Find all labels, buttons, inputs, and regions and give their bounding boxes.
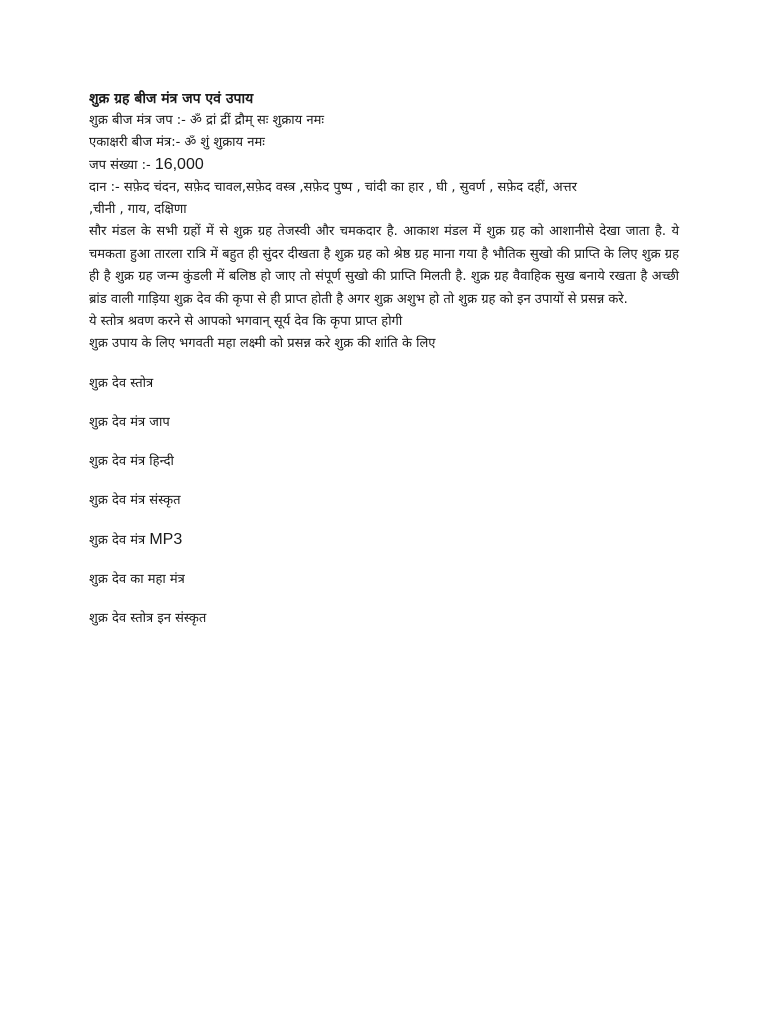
link-shukra-dev-mantra-jaap[interactable] bbox=[89, 413, 679, 433]
jap-count-line bbox=[89, 154, 679, 177]
ekakshari-mantra-line: एकाक्षरी बीज मंत्र:- ॐ शुं शुक्राय नमः bbox=[89, 135, 265, 150]
link-shukra-dev-mantra-sanskrit[interactable] bbox=[89, 491, 679, 511]
link-text: शुक्र देव मंत्र संस्कृत bbox=[89, 493, 181, 508]
upay-line: शुक्र उपाय के लिए भगवती महा लक्ष्मी को प्रसन्न करे शुक्र की शांति के लिए bbox=[89, 336, 436, 351]
stotra-benefit-line: ये स्तोत्र श्रवण करने से आपको भगवान् सूर्य देव कि कृपा प्राप्त होगी bbox=[89, 314, 403, 329]
related-links-list bbox=[89, 374, 679, 629]
link-text: शुक्र देव का महा मंत्र bbox=[89, 572, 185, 587]
link-text: शुक्र देव स्तोत्र इन संस्कृत bbox=[89, 611, 207, 626]
jap-count-value: 16,000 bbox=[154, 156, 204, 173]
link-shukra-dev-mantra-hindi[interactable] bbox=[89, 452, 679, 472]
link-text: शुक्र देव मंत्र जाप bbox=[89, 415, 170, 430]
daan-line-2: ,चीनी , गाय, दक्षिणा bbox=[89, 202, 187, 217]
link-text: शुक्र देव मंत्र हिन्दी bbox=[89, 454, 174, 469]
daan-line-1: दान :- सफ़ेद चंदन, सफ़ेद चावल,सफ़ेद वस्त्र ,सफ़ेद पुष्प , चांदी का हार , घी , सुवर्ण , सफ़ेद दहीं, अत्तर bbox=[89, 180, 577, 195]
description-paragraph: सौर मंडल के सभी ग्रहों में से शुक्र ग्रह तेजस्वी और चमकदार है. आकाश मंडल में शुक्र ग्रह को आशानीसे देखा जाता है. ये चमकता हुआ तारला रात्रि में बहुत ही सुंदर दीखता है शुक्र ग्रह को श्रेष्ठ ग्रह माना गया है भौतिक सुखो की प्राप्ति के लिए शुक्र ग्रह ही है शुक्र ग्रह जन्म कुंडली में बलिष्ठ हो जाए तो संपूर्ण सुखो की प्राप्ति मिलती है. शुक्र ग्रह वैवाहिक सुख बनाये रखता है अच्छी ब्रांड वाली गाड़िया शुक्र देव की कृपा से ही प्राप्त होती है अगर शुक्र अशुभ हो तो शुक्र ग्रह को इन उपायों से प्रसन्न करे. bbox=[89, 224, 679, 307]
link-text: शुक्र देव मंत्र bbox=[89, 533, 150, 548]
jap-count-label: जप संख्या :- bbox=[89, 158, 155, 173]
link-shukra-dev-maha-mantra[interactable] bbox=[89, 570, 679, 590]
document-page bbox=[89, 88, 679, 648]
beej-mantra-line: शुक्र बीज मंत्र जप :- ॐ द्रां द्रीं द्रौम् सः शुक्राय नमः bbox=[89, 113, 324, 128]
link-text: शुक्र देव स्तोत्र bbox=[89, 376, 154, 391]
link-suffix: MP3 bbox=[149, 531, 183, 548]
page-title: शुक्र ग्रह बीज मंत्र जप एवं उपाय bbox=[89, 91, 254, 107]
link-shukra-dev-mantra-mp3[interactable] bbox=[89, 530, 679, 551]
link-shukra-dev-stotra-sanskrit[interactable] bbox=[89, 609, 679, 629]
link-shukra-dev-stotra[interactable] bbox=[89, 374, 679, 394]
